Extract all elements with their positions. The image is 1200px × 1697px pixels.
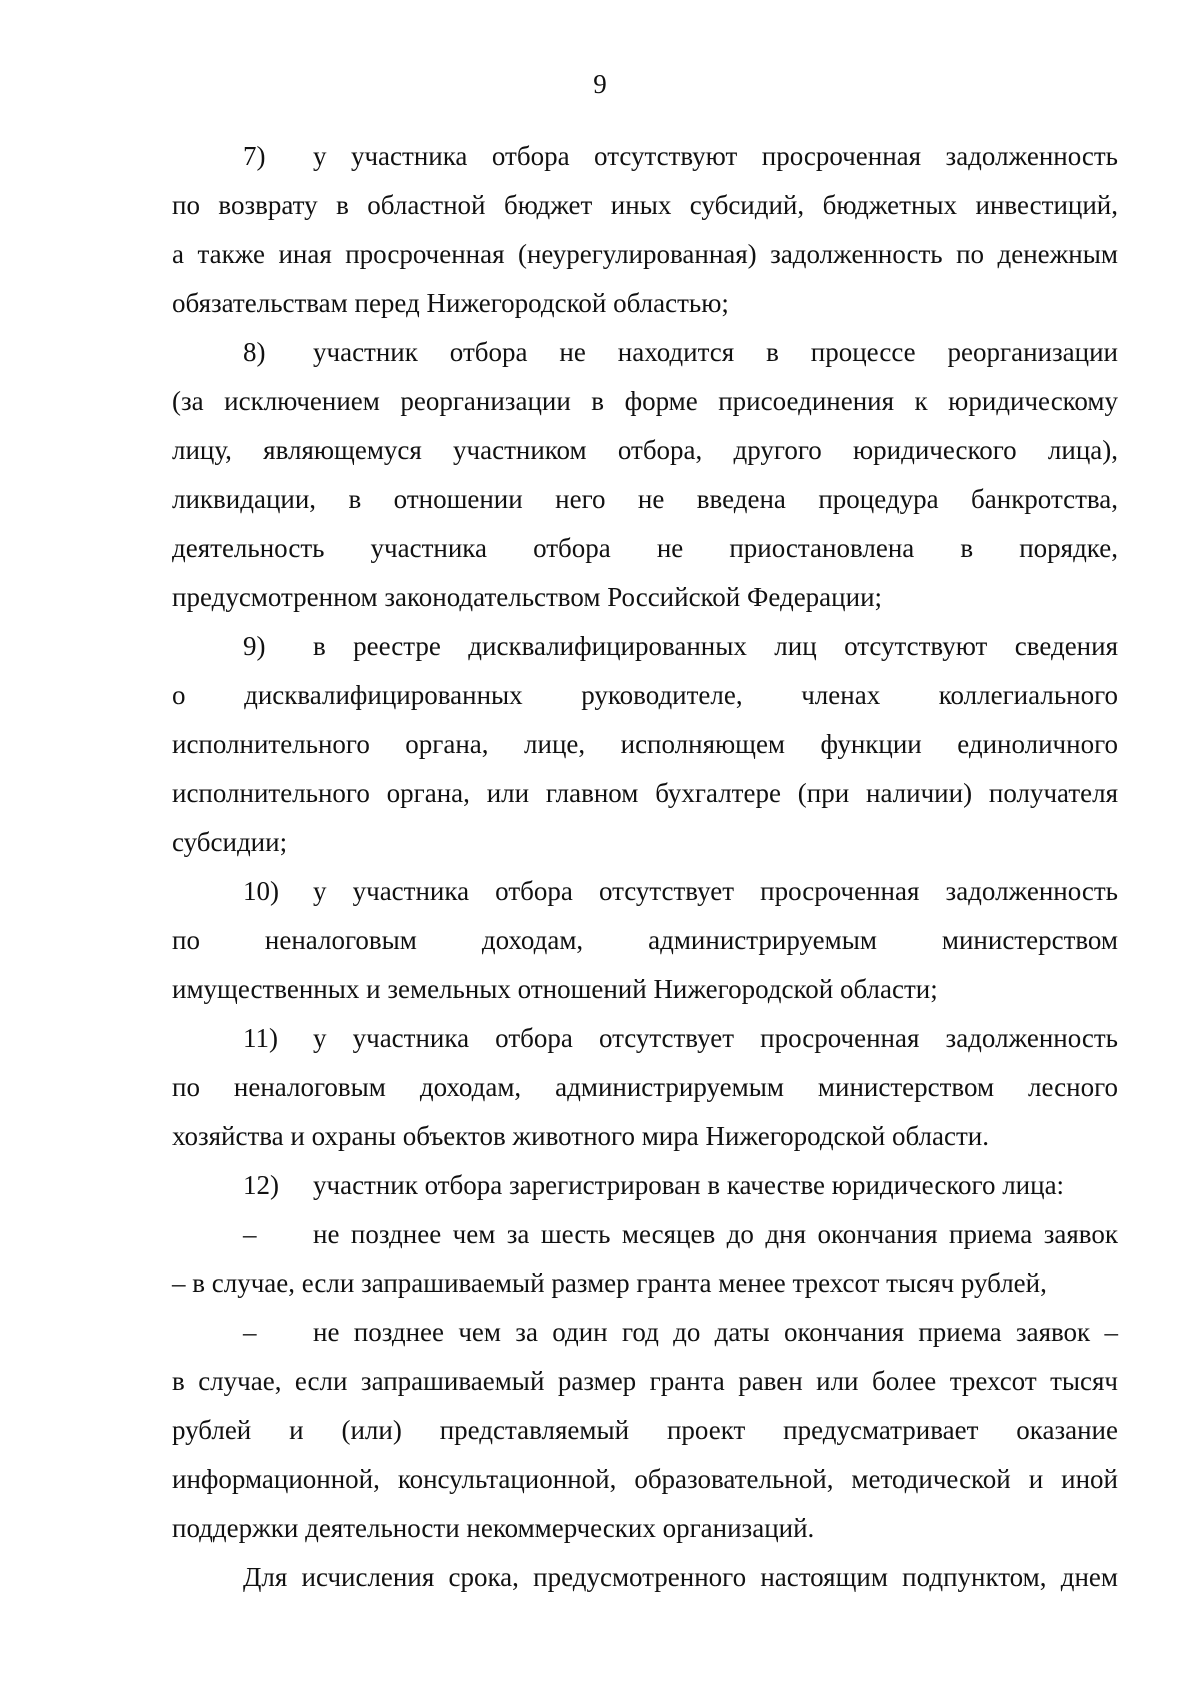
text-line: деятельность участника отбора не приостановлена в порядке,	[172, 533, 1118, 563]
text-line: у участника отбора отсутствует просроченная задолженность	[313, 876, 1118, 906]
text-line: по неналоговым доходам, администрируемым министерством	[172, 925, 1118, 955]
text-line: участник отбора не находится в процессе реорганизации	[313, 337, 1118, 367]
paragraph	[172, 328, 1118, 622]
text-line: ликвидации, в отношении него не введена процедура банкротства,	[172, 484, 1118, 514]
line	[172, 132, 1118, 181]
line	[172, 867, 1118, 916]
text-line: (за исключением реорганизации в форме присоединения к юридическому	[172, 386, 1118, 416]
text-line: обязательствам перед Нижегородской областью;	[172, 288, 729, 318]
line	[172, 1308, 1118, 1357]
line	[172, 230, 1118, 279]
text-line: у участника отбора отсутствует просроченная задолженность	[313, 1023, 1118, 1053]
line	[172, 1259, 1118, 1308]
text-line: в случае, если запрашиваемый размер гранта равен или более трехсот тысяч	[172, 1366, 1118, 1396]
paragraph	[172, 622, 1118, 867]
paragraph	[172, 132, 1118, 328]
paragraph	[172, 1014, 1118, 1161]
line	[172, 1161, 1118, 1210]
line	[172, 279, 1118, 328]
item-number: 10)	[243, 876, 279, 906]
line	[172, 622, 1118, 671]
text-line: поддержки деятельности некоммерческих организаций.	[172, 1513, 815, 1543]
text-line: не позднее чем за шесть месяцев до дня окончания приема заявок	[313, 1219, 1118, 1249]
text-line: лицу, являющемуся участником отбора, другого юридического лица),	[172, 435, 1118, 465]
text-line: предусмотренном законодательством Российской Федерации;	[172, 582, 883, 612]
text-line: по неналоговым доходам, администрируемым министерством лесного	[172, 1072, 1118, 1102]
text-line: участник отбора зарегистрирован в качестве юридического лица:	[313, 1170, 1065, 1200]
line	[172, 720, 1118, 769]
line	[172, 1406, 1118, 1455]
text-line: а также иная просроченная (неурегулированная) задолженность по денежным	[172, 239, 1118, 269]
line	[172, 426, 1118, 475]
line	[172, 965, 1118, 1014]
list-dash: –	[243, 1317, 257, 1347]
line	[172, 1210, 1118, 1259]
item-number: 8)	[243, 337, 266, 367]
line	[172, 328, 1118, 377]
text-line: имущественных и земельных отношений Нижегородской области;	[172, 974, 938, 1004]
text-line: Для исчисления срока, предусмотренного настоящим подпунктом, днем	[243, 1562, 1118, 1592]
paragraph	[172, 1553, 1118, 1602]
text-line: информационной, консультационной, образовательной, методической и иной	[172, 1464, 1118, 1494]
paragraph	[172, 1161, 1118, 1210]
page-number: 9	[593, 69, 607, 99]
list-dash: –	[243, 1219, 257, 1249]
paragraph	[172, 1308, 1118, 1553]
text-line: исполнительного органа, лице, исполняющем функции единоличного	[172, 729, 1118, 759]
line	[172, 1014, 1118, 1063]
item-number: 11)	[243, 1023, 278, 1053]
line	[172, 671, 1118, 720]
text-line: хозяйства и охраны объектов животного мира Нижегородской области.	[172, 1121, 989, 1151]
line	[172, 524, 1118, 573]
text-line: не позднее чем за один год до даты окончания приема заявок –	[313, 1317, 1118, 1347]
paragraph	[172, 867, 1118, 1014]
line	[172, 1357, 1118, 1406]
line	[172, 818, 1118, 867]
line	[172, 475, 1118, 524]
line	[172, 1504, 1118, 1553]
line	[172, 1455, 1118, 1504]
line	[172, 181, 1118, 230]
line	[172, 377, 1118, 426]
line	[172, 916, 1118, 965]
text-line: – в случае, если запрашиваемый размер гранта менее трехсот тысяч рублей,	[172, 1268, 1047, 1298]
text-line: у участника отбора отсутствуют просроченная задолженность	[313, 141, 1118, 171]
item-number: 9)	[243, 631, 266, 661]
text-line: исполнительного органа, или главном бухгалтере (при наличии) получателя	[172, 778, 1118, 808]
line	[172, 573, 1118, 622]
line	[172, 769, 1118, 818]
text-line: о дисквалифицированных руководителе, членах коллегиального	[172, 680, 1118, 710]
item-number: 7)	[243, 141, 266, 171]
line	[172, 1112, 1118, 1161]
text-line: рублей и (или) представляемый проект предусматривает оказание	[172, 1415, 1118, 1445]
text-line: в реестре дисквалифицированных лиц отсутствуют сведения	[313, 631, 1118, 661]
line	[172, 1063, 1118, 1112]
line	[172, 1553, 1118, 1602]
text-line: субсидии;	[172, 827, 288, 857]
document-body	[172, 132, 1118, 1602]
paragraph	[172, 1210, 1118, 1308]
item-number: 12)	[243, 1170, 279, 1200]
text-line: по возврату в областной бюджет иных субсидий, бюджетных инвестиций,	[172, 190, 1118, 220]
